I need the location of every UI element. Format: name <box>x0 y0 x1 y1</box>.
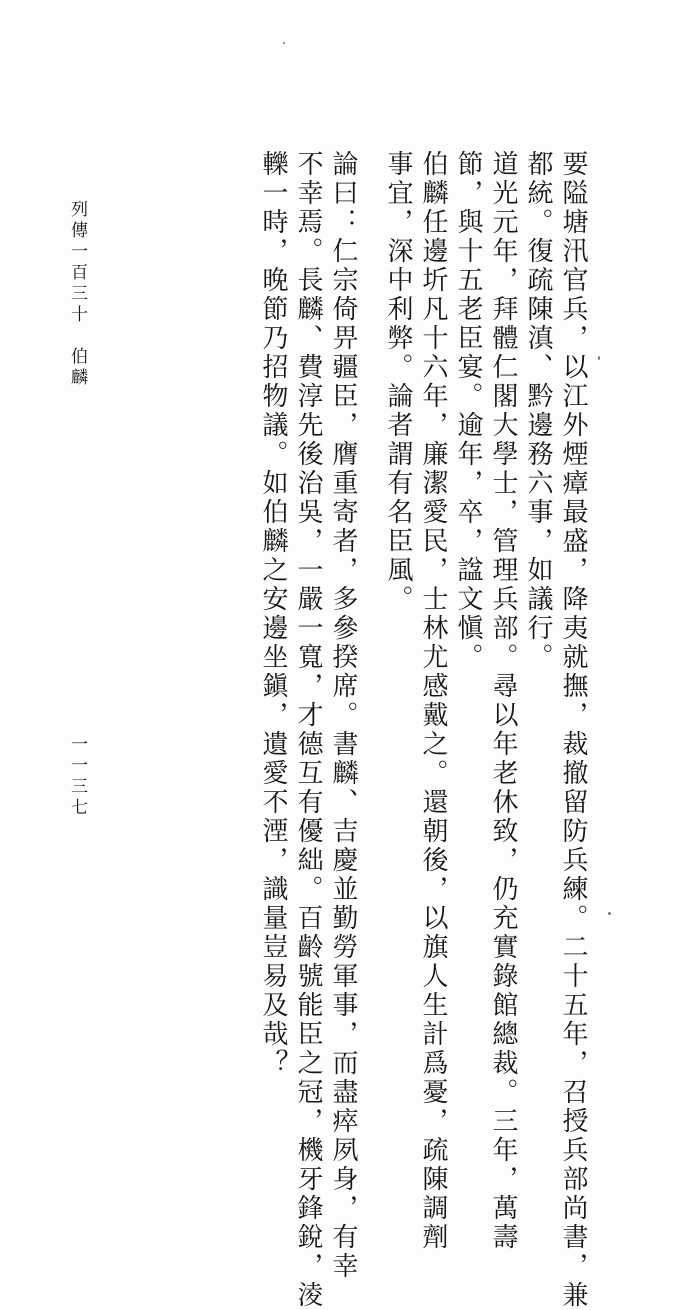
text-column-1: 要隘塘汛官兵，以江外煙瘴最盛，降夷就撫，裁撤留防兵練。二十五年，召授兵部尚書，兼 <box>558 150 588 1310</box>
scan-speck <box>283 42 285 44</box>
page-number: 一一三七 <box>67 735 87 819</box>
scan-speck <box>608 912 611 915</box>
text-column-4: 節，與十五老臣宴。逾年，卒，諡文愼。 <box>453 150 483 672</box>
text-column-5: 伯麟任邊圻凡十六年，廉潔愛民，士林尤感戴之。還朝後，以旗人生計爲憂，疏陳調劑 <box>418 150 448 1252</box>
text-column-3: 道光元年，拜體仁閣大學士，管理兵部。尋以年老休致，仍充實錄館總裁。三年，萬壽 <box>488 150 518 1252</box>
text-column-6: 事宜，深中利弊。論者謂有名臣風。 <box>383 150 413 614</box>
text-column-8: 不幸焉。長麟、費淳先後治吳，一嚴一寬，才德互有優絀。百齡號能臣之冠，機牙鋒銳，淩 <box>293 150 323 1310</box>
text-column-2: 都統。復疏陳滇、黔邊務六事，如議行。 <box>523 150 553 672</box>
text-column-7: 論曰：仁宗倚畀疆臣，膺重寄者，多參揆席。書麟、吉慶並勤勞軍事，而盡瘁夙身，有幸 <box>328 150 358 1281</box>
scan-speck <box>598 356 600 360</box>
text-column-9: 轢一時，晚節乃招物議。如伯麟之安邊坐鎭，遺愛不湮，識量豈易及哉？ <box>258 150 288 1078</box>
running-header: 列傳一百三十 伯麟 <box>67 200 87 389</box>
